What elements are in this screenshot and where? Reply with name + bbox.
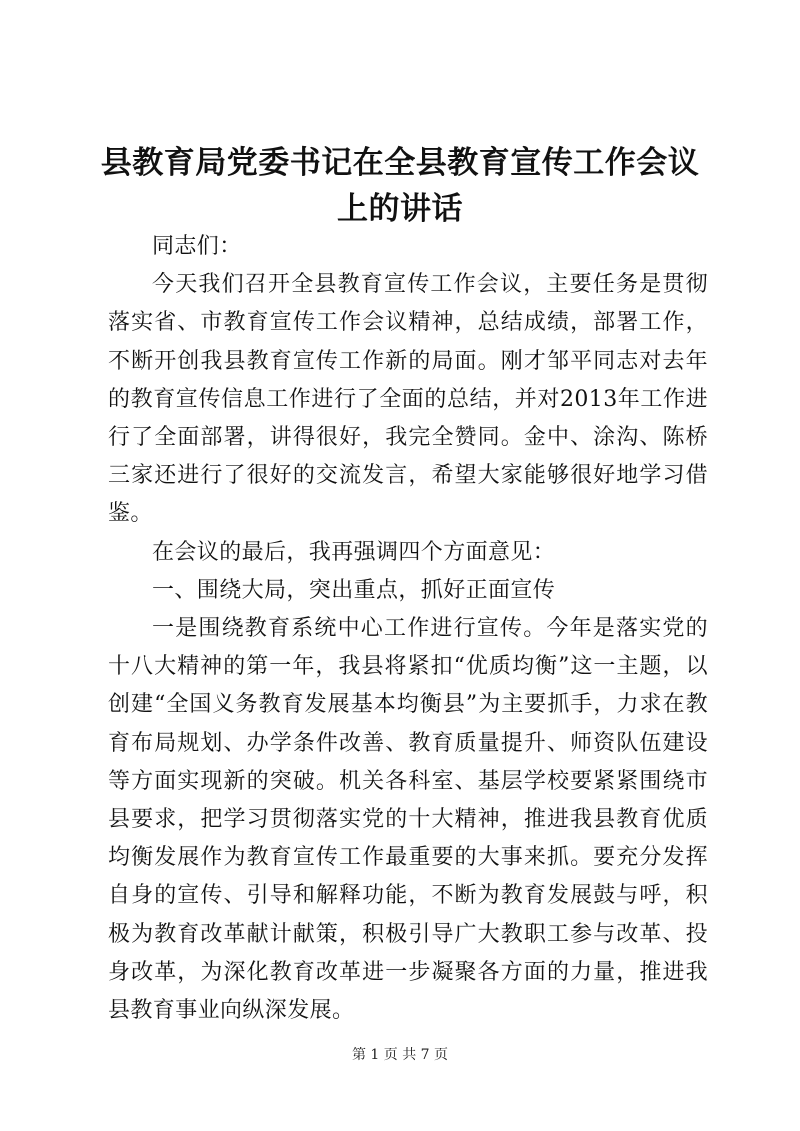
section-heading: 一、围绕大局，突出重点，抓好正面宣传: [152, 577, 556, 603]
first-point-paragraph: 一是围绕教育系统中心工作进行宣传。今年是落实党的十八大精神的第一年，我县将紧扣“优质均衡”这一主题，以创建“全国义务教育发展基本均衡县”为主要抓手，力求在教育布局规划、办学条件改善、教育质量提升、师资队伍建设等方面实现新的突破。机关各科室、基层学校要紧紧围绕市县要求，把学习贯彻落实党的十大精神，推进我县教育优质均衡发展作为教育宣传工作最重要的大事来抓。要充分发挥自身的宣传、引导和解释功能，不断为教育发展鼓与呼，积极为教育改革献计献策，积极引导广大教职工参与改革、投身改革，为深化教育改革进一步凝聚各方面的力量，推进我县教育事业向纵深发展。: [108, 616, 708, 1024]
points-lead-paragraph: 在会议的最后，我再强调四个方面意见：: [152, 539, 556, 565]
intro-paragraph: 今天我们召开全县教育宣传工作会议，主要任务是贯彻落实省、市教育宣传工作会议精神，总结成绩，部署工作，不断开创我县教育宣传工作新的局面。刚才邹平同志对去年的教育宣传信息工作进行了全面的总结，并对2013年工作进行了全面部署，讲得很好，我完全赞同。金中、涂沟、陈桥三家还进行了很好的交流发言，希望大家能够很好地学习借鉴。: [108, 272, 708, 527]
document-body: [108, 228, 708, 1030]
page-footer: 第 1 页 共 7 页: [351, 1047, 449, 1063]
greeting-paragraph: 同志们：: [152, 234, 242, 259]
document-title: 县教育局党委书记在全县教育宣传工作会议上的讲话: [100, 145, 700, 227]
